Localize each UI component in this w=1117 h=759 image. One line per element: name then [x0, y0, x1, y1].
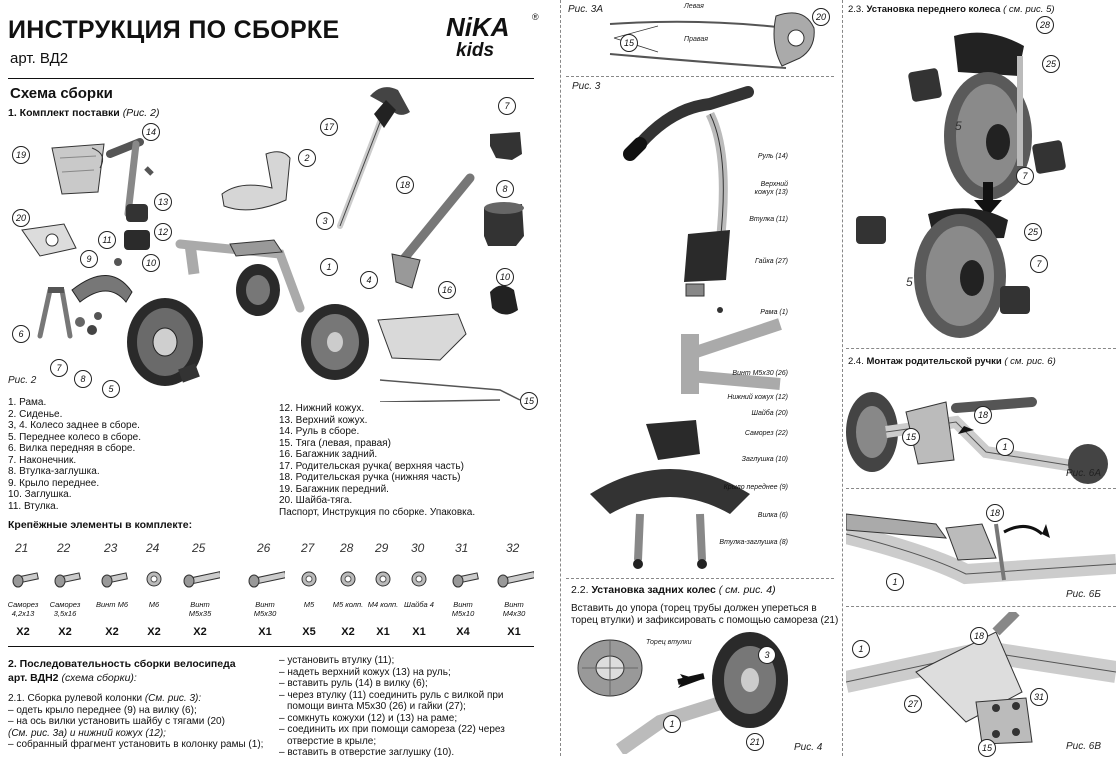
parts-right-item: 20. Шайба-тяга.: [279, 495, 353, 506]
step-line: – вставить в отверстие заглушку (10).: [279, 747, 455, 758]
step-line: – одеть крыло переднее (9) на вилку (6);: [8, 704, 197, 716]
step-line: – надеть верхний кожух (13) на руль;: [279, 666, 451, 678]
fasteners-heading: Крепёжные элементы в комплекте:: [8, 519, 193, 531]
page-title: ИНСТРУКЦИЯ ПО СБОРКЕ: [8, 16, 340, 44]
rear-heading: [571, 584, 776, 596]
washer-plate-part: [22, 224, 76, 256]
label-handlebar: Руль (14): [757, 153, 788, 160]
rear-line: Вставить до упора (торец трубы должен упереться в: [571, 603, 817, 614]
fastener-number: 30: [411, 541, 425, 555]
fig6c-callout-15: 15: [978, 739, 996, 757]
parts-left-item: 2. Сиденье.: [8, 408, 63, 420]
fastener-number: 32: [506, 541, 520, 555]
fastener-quantity: X2: [16, 626, 30, 638]
sequence-rule: [8, 646, 534, 647]
fastener-icon: [289, 566, 329, 592]
fig5-callout-28: 28: [1036, 16, 1054, 34]
fastener-quantity: X1: [507, 626, 521, 638]
label-fender: Крыло переднее (9): [723, 484, 788, 491]
rear-heading-ref: ( см. рис. 4): [718, 584, 776, 596]
parts-right-item: 14. Руль в сборе.: [279, 426, 360, 437]
callout-18: 18: [396, 176, 414, 194]
label-bushing: Втулка (11): [749, 216, 788, 223]
callout-4: 4: [360, 271, 378, 289]
callout-13: 13: [154, 193, 172, 211]
parts-left-item: 5. Переднее колесо в сборе.: [8, 431, 141, 443]
fig3-label: Рис. 3: [572, 81, 601, 92]
step-line: (См. рис. 3а) и нижний кожух (12);: [8, 727, 166, 739]
handlebar-part: [110, 142, 152, 214]
parts-right-item: 16. Багажник задний.: [279, 449, 378, 460]
fastener-name: Винт М5х10: [451, 600, 475, 618]
parts-left-item: 10. Заглушка.: [8, 489, 72, 500]
label-lower-cover: Нижний кожух (12): [727, 394, 788, 401]
label-plug: Заглушка (10): [741, 456, 788, 463]
step-line: – вставить руль (14) в вилку (6);: [279, 678, 428, 689]
hub-end-label: Торец втулки: [646, 639, 692, 646]
fastener-name: Шайба 4: [404, 600, 434, 609]
fastener-icon: [363, 566, 403, 592]
label-washer: Шайба (20): [751, 410, 788, 417]
fig3a-label: Рис. 3А: [568, 4, 604, 15]
callout-10-right: 10: [496, 268, 514, 286]
fig4-callout-1: 1: [663, 715, 681, 733]
callout-12: 12: [154, 223, 172, 241]
fig6a-callout-1: 1: [996, 438, 1014, 456]
label-frame: Рама (1): [760, 309, 788, 316]
callout-9: 9: [80, 250, 98, 268]
fastener-quantity: X5: [302, 626, 316, 638]
fastener-quantity: X2: [341, 626, 355, 638]
callout-17: 17: [320, 118, 338, 136]
parts-list-right: [279, 403, 529, 518]
logo-bottom-text: kids: [456, 40, 495, 61]
fastener-quantity: X4: [456, 626, 470, 638]
fig4-label: Рис. 4: [794, 742, 823, 753]
label-plug-bushing: Втулка-заглушка (8): [719, 539, 788, 546]
callout-8-top: 8: [496, 180, 514, 198]
fastener-name: Винт М6: [95, 600, 129, 609]
fastener-quantity: X2: [193, 626, 207, 638]
parts-right-item: 15. Тяга (левая, правая): [279, 437, 391, 449]
fastener-number: 31: [455, 541, 469, 555]
sequence-article: [8, 672, 137, 684]
callout-16: 16: [438, 281, 456, 299]
fig3a-right-label: Правая: [684, 36, 708, 43]
fig5-mark-5-bottom: 5: [906, 275, 913, 289]
label-upper-cover: Верхний кожух (13): [754, 181, 788, 196]
front-basket-part: [52, 144, 104, 194]
rear-heading-text: Установка задних колес: [591, 584, 716, 596]
fig6b-callout-18: 18: [986, 504, 1004, 522]
fig5-front-wheel: [848, 16, 1116, 348]
fig6a-callout-15: 15: [902, 428, 920, 446]
callout-19: 19: [12, 146, 30, 164]
logo-top-text: NiKA: [446, 12, 510, 42]
fig4-callout-3: 3: [758, 646, 776, 664]
fastener-icon: [328, 566, 368, 592]
callout-1: 1: [320, 258, 338, 276]
fig6a-callout-18: 18: [974, 406, 992, 424]
fastener-quantity: X2: [58, 626, 72, 638]
fig5-divider: [846, 348, 1116, 349]
step-title: [8, 693, 270, 705]
fastener-icon: [3, 566, 43, 592]
scheme-title: Схема сборки: [10, 85, 113, 102]
callout-7-bottom: 7: [50, 359, 68, 377]
registered-mark: ®: [532, 12, 539, 22]
fastener-quantity: X2: [105, 626, 119, 638]
parts-left-item: 9. Крыло переднее.: [8, 477, 100, 489]
fastener-name: М6: [148, 600, 160, 609]
fastener-quantity: X2: [147, 626, 161, 638]
kit-heading-ref: (Рис. 2): [122, 107, 160, 119]
sequence-heading: 2. Последовательность сборки велосипеда: [8, 658, 236, 670]
sequence-article-italic: (схема сборки):: [61, 672, 137, 684]
fig3a-divider: [566, 76, 834, 77]
handle-heading-num: 2.4.: [848, 356, 864, 367]
fastener-name: Винт М5х35: [188, 600, 212, 618]
step-line: – собранный фрагмент установить в колонку рамы (1);: [8, 739, 264, 750]
fig5-callout-7-top: 7: [1016, 167, 1034, 185]
fig3-divider: [566, 578, 834, 579]
fig3a-callout-15: 15: [620, 34, 638, 52]
step-title-ref: (См. рис. 3):: [144, 693, 202, 704]
rear-heading-num: 2.2.: [571, 584, 589, 596]
fastener-name: М5 колп.: [332, 600, 364, 609]
parts-left-item: 1. Рама.: [8, 397, 47, 408]
fig3a-callout-20: 20: [812, 8, 830, 26]
front-heading: [848, 4, 1055, 15]
column-divider-left: [560, 0, 561, 756]
fig2-label: Рис. 2: [8, 375, 37, 386]
parts-left-item: 8. Втулка-заглушка.: [8, 466, 100, 477]
step-line: помощи винта М5х30 (26) и гайки (27);: [287, 701, 466, 712]
callout-10-left: 10: [142, 254, 160, 272]
step-title-text: 2.1. Сборка рулевой колонки: [8, 693, 143, 704]
fig6b-label: Рис. 6Б: [1066, 589, 1101, 600]
fastener-quantity: X1: [412, 626, 426, 638]
fastener-name: Саморез 4,2х13: [7, 600, 39, 618]
fastener-icon: [494, 566, 534, 592]
fig4-callout-21: 21: [746, 733, 764, 751]
fastener-number: 23: [104, 541, 118, 555]
label-nut: Гайка (27): [755, 258, 788, 265]
front-heading-text: Установка переднего колеса: [866, 4, 1001, 15]
handle-heading: [848, 356, 1056, 367]
parts-right-item: 13. Верхний кожух.: [279, 414, 368, 426]
parts-right-item: 18. Родительская ручка (нижняя часть): [279, 472, 461, 483]
front-heading-ref: ( см. рис. 5): [1003, 4, 1055, 15]
callout-7-top: 7: [498, 97, 516, 115]
parts-list-left: [8, 397, 258, 512]
fig5-callout-25-top: 25: [1042, 55, 1060, 73]
step-line: отверстие в крыле;: [287, 735, 377, 747]
fig6a-label: Рис. 6А: [1066, 468, 1102, 479]
fig6c-callout-18: 18: [970, 627, 988, 645]
fastener-number: 21: [15, 541, 29, 555]
fastener-number: 27: [301, 541, 315, 555]
callout-20: 20: [12, 209, 30, 227]
fig6c-callout-1: 1: [852, 640, 870, 658]
fastener-name: М5: [303, 600, 315, 609]
parts-left-item: 7. Наконечник.: [8, 454, 77, 466]
rear-instructions: [571, 603, 841, 626]
step-line: – соединить их при помощи самореза (22) через: [279, 724, 505, 735]
fastener-icon: [45, 566, 85, 592]
callout-11: 11: [98, 231, 116, 249]
fastener-quantity: X1: [258, 626, 272, 638]
fig5-mark-5-top: 5: [955, 119, 962, 133]
fastener-icon: [180, 566, 220, 592]
fastener-icon: [134, 566, 174, 592]
fastener-number: 22: [57, 541, 71, 555]
callout-6: 6: [12, 325, 30, 343]
handle-heading-ref: ( см. рис. 6): [1004, 356, 1056, 367]
fig6c-label: Рис. 6В: [1066, 741, 1102, 752]
fastener-icon: [443, 566, 483, 592]
fastener-number: 25: [192, 541, 206, 555]
label-self-tapping: Саморез (22): [744, 430, 788, 437]
step-line: – установить втулку (11);: [279, 655, 395, 666]
fig5-callout-7-bottom: 7: [1030, 255, 1048, 273]
parts-right-item: 19. Багажник передний.: [279, 483, 389, 495]
sequence-right-text: [279, 655, 539, 759]
fig6a-divider: [846, 488, 1116, 489]
kit-illustration: [0, 84, 540, 402]
fastener-name: Винт М4х30: [502, 600, 526, 618]
callout-5: 5: [102, 380, 120, 398]
brand-logo: [444, 12, 544, 66]
parts-left-item: 3, 4. Колесо заднее в сборе.: [8, 420, 140, 431]
fastener-number: 24: [146, 541, 160, 555]
fig6c-callout-31: 31: [1030, 688, 1048, 706]
parts-left-item: 11. Втулка.: [8, 500, 59, 512]
fig4-rear-wheel: [570, 630, 840, 754]
step-line: – сомкнуть кожухи (12) и (13) на раме;: [279, 712, 458, 724]
fastener-number: 28: [340, 541, 354, 555]
parts-right-item: 17. Родительская ручка( верхняя часть): [279, 460, 464, 472]
fig5-callout-25-bottom: 25: [1024, 223, 1042, 241]
fig6c-callout-27: 27: [904, 695, 922, 713]
fig6b-divider: [846, 606, 1116, 607]
parts-right-item: 12. Нижний кожух.: [279, 403, 365, 414]
parts-right-item: Паспорт, Инструкция по сборке. Упаковка.: [279, 506, 476, 518]
fastener-number: 29: [375, 541, 389, 555]
fastener-icon: [399, 566, 439, 592]
fastener-icon: [245, 566, 285, 592]
callout-3: 3: [316, 212, 334, 230]
front-heading-num: 2.3.: [848, 4, 864, 15]
step-line: – через втулку (11) соединить руль с вилкой при: [279, 689, 504, 701]
sequence-left-text: [8, 693, 270, 751]
step-line: – на ось вилки установить шайбу с тягами (20): [8, 716, 225, 727]
fastener-name: Саморез 3,5х16: [49, 600, 81, 618]
handle-heading-text: Монтаж родительской ручки: [866, 356, 1002, 367]
parts-left-item: 6. Вилка передняя в сборе.: [8, 443, 136, 454]
label-fork: Вилка (6): [757, 512, 788, 519]
header-rule: [8, 78, 534, 79]
callout-14: 14: [142, 123, 160, 141]
fig6b-callout-1: 1: [886, 573, 904, 591]
fastener-quantity: X1: [376, 626, 390, 638]
sequence-article-bold: арт. ВДН2: [8, 672, 59, 684]
fastener-name: Винт М5х30: [253, 600, 277, 618]
column-divider-right: [842, 0, 843, 756]
front-wheel-part: [127, 298, 203, 386]
callout-15: 15: [520, 392, 538, 410]
fig3a-left-label: Левая: [684, 3, 704, 10]
fastener-name: М4 колп.: [367, 600, 399, 609]
rear-line: торец втулки) и зафиксировать с помощью самореза (21): [571, 614, 839, 626]
fastener-icon: [92, 566, 132, 592]
callout-8-bottom: 8: [74, 370, 92, 388]
article-number: арт. ВД2: [10, 50, 69, 67]
kit-heading-bold: 1. Комплект поставки: [8, 107, 120, 119]
callout-2: 2: [298, 149, 316, 167]
fastener-number: 26: [257, 541, 271, 555]
label-screw: Винт М5х30 (26): [732, 370, 788, 377]
